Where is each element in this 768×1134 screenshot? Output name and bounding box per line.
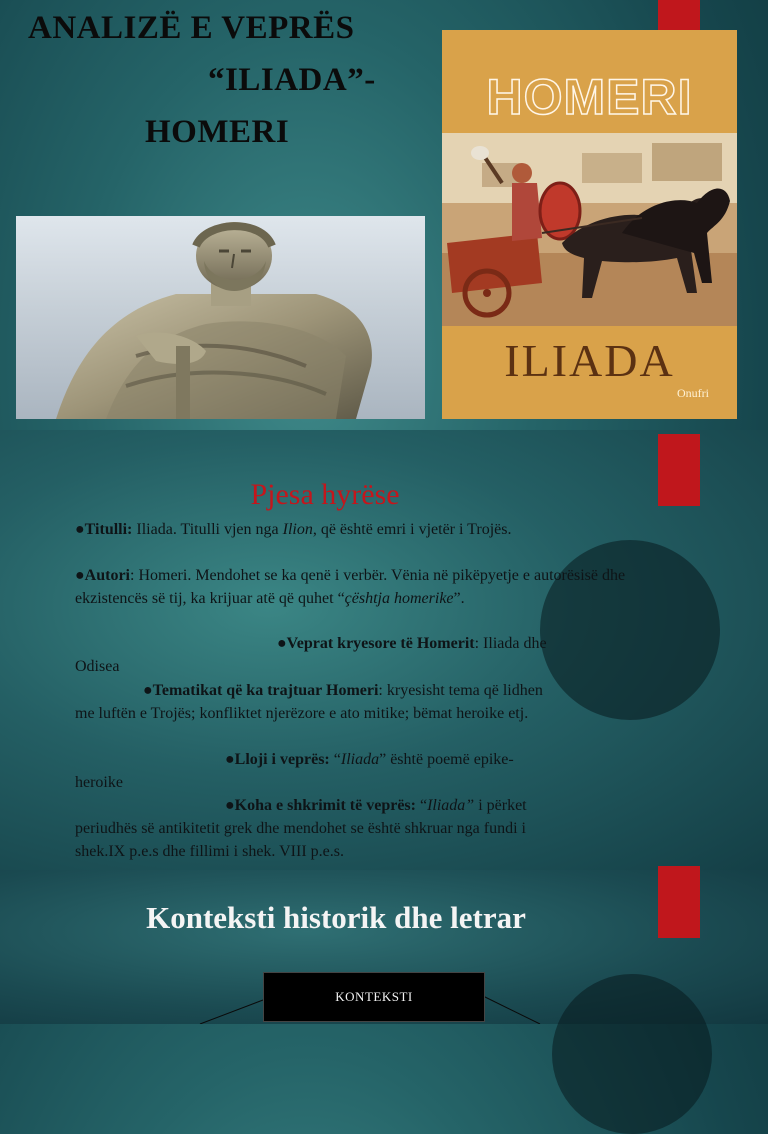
book-cover-publisher: Onufri — [677, 386, 709, 400]
book-cover-author: HOMERI — [486, 69, 693, 125]
kontektsti-box[interactable]: KONTEKSTI — [263, 972, 485, 1022]
section-heading: Pjesa hyrëse — [250, 478, 400, 511]
book-cover-title: ILIADA — [504, 335, 675, 386]
lloji-label: ●Lloji i veprës: — [225, 751, 330, 768]
context-heading: Konteksti historik dhe letrar — [146, 900, 526, 935]
red-accent-bar — [658, 0, 700, 30]
slide-title — [0, 0, 768, 430]
lloji-paragraph: ●Lloji i veprës: “Iliada” është poemë epike- heroike — [75, 751, 514, 791]
tematikat-label: ●Tematikat që ka trajtuar Homeri — [143, 682, 379, 699]
titulli-paragraph: ●Titulli: Iliada. Titulli vjen nga Ilion, që është emri i vjetër i Trojës. — [75, 521, 512, 538]
red-accent-bar — [658, 434, 700, 506]
veprat-label: ●Veprat kryesore të Homerit — [277, 635, 475, 652]
title-line-2: “ILIADA”- — [208, 62, 376, 98]
chariot-illustration — [442, 133, 737, 326]
homer-statue-image — [16, 216, 425, 419]
autori-label: ●Autori — [75, 567, 130, 584]
title-line-1: ANALIZË E VEPRËS — [28, 10, 355, 46]
title-line-3: HOMERI — [145, 114, 290, 150]
slide-context — [0, 870, 768, 1024]
veprat-paragraph: ●Veprat kryesore të Homerit: Iliada dhe Odisea — [75, 635, 547, 675]
slide-introduction — [0, 430, 768, 870]
tematikat-paragraph: ●Tematikat që ka trajtuar Homeri: kryesisht tema që lidhen me luftën e Trojës; konfliktet njerëzore e ato mitike; bëmat heroike etj. — [75, 682, 543, 722]
titulli-label: ●Titulli: — [75, 521, 133, 538]
autori-paragraph: ●Autori: Homeri. Mendohet se ka qenë i verbër. Vënia në pikëpyetje e autorësisë dhe ekzistencës së tij, ka krijuar atë që quhet “çështja homerike”. — [75, 567, 626, 607]
iliada-book-cover-image — [442, 30, 737, 419]
koha-label: ●Koha e shkrimit të veprës: — [225, 797, 416, 814]
koha-paragraph: ●Koha e shkrimit të veprës: “Iliada” i përket periudhës së antikitetit grek dhe mendohet se është shkruar nga fundi i shek.IX p.e.s dhe fillimi i shek. VIII p.e.s. — [75, 797, 527, 860]
